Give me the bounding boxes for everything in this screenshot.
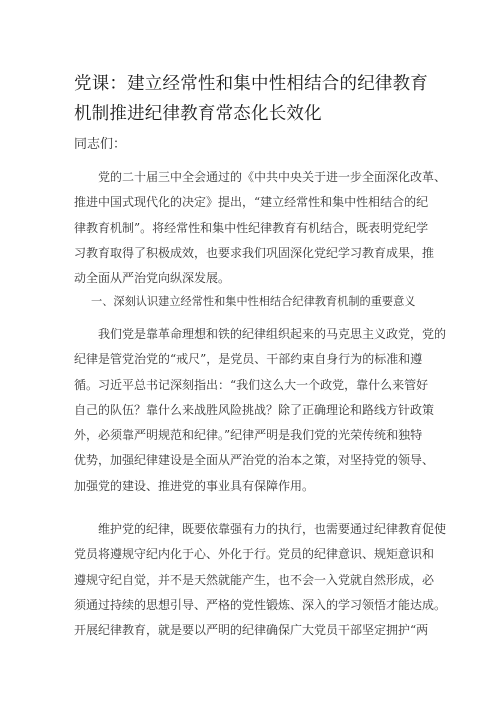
paragraph-line: 外，必须靠严明规范和纪律。”纪律严明是我们党的光荣传统和独特 <box>74 428 423 443</box>
title-line: 机制推进纪律教育常态化长效化 <box>74 104 322 124</box>
document-title <box>74 69 444 129</box>
paragraph-line: 党的二十届三中全会通过的《中共中央关于进一步全面深化改革、 <box>98 170 447 184</box>
paragraph-discipline <box>74 322 447 499</box>
paragraph-intro <box>74 165 447 291</box>
paragraph-line: 优势，加强纪律建设是全面从严治党的治本之策，对坚持党的领导、 <box>74 453 435 468</box>
paragraph-line: 动全面从严治党向纵深发展。 <box>74 271 231 286</box>
salutation: 同志们： <box>74 137 127 152</box>
paragraph-line: 党员将遵规守纪内化于心、外化于行。党员的纪律意识、规矩意识和 <box>74 547 435 562</box>
paragraph-line: 推进中国式现代化的决定》提出，“建立经常性和集中性相结合的纪 <box>74 195 429 210</box>
paragraph-line: 加强党的建设、推进党的事业具有保障作用。 <box>74 478 315 493</box>
paragraph-line: 纪律是管党治党的“戒尺”，是党员、干部约束自身行为的标准和遵 <box>74 352 423 367</box>
section-heading: 一、深刻认识建立经常性和集中性相结合纪律教育机制的重要意义 <box>91 295 416 308</box>
paragraph-line: 维护党的纪律，既要依靠强有力的执行，也需要通过纪律教育促使 <box>98 522 447 536</box>
paragraph-line: 开展纪律教育，就是要以严明的纪律确保广大党员干部坚定拥护“两 <box>74 623 429 638</box>
paragraph-line: 我们党是靠革命理想和铁的纪律组织起来的马克思主义政党，党的 <box>98 327 447 341</box>
title-line: 党课：建立经常性和集中性相结合的纪律教育 <box>74 74 428 94</box>
paragraph-line: 自己的队伍？靠什么来战胜风险挑战？除了正确理论和路线方针政策 <box>74 402 435 417</box>
paragraph-line: 须通过持续的思想引导、严格的党性锻炼、深入的学习领悟才能达成。 <box>74 597 447 612</box>
paragraph-line: 律教育机制”。将经常性和集中性纪律教育有机结合，既表明党纪学 <box>74 220 429 235</box>
paragraph-line: 循。习近平总书记深刻指出：“我们这么大一个政党，靠什么来管好 <box>74 377 429 392</box>
paragraph-line: 遵规守纪自觉，并不是天然就能产生，也不会一入党就自然形成，必 <box>74 572 435 587</box>
paragraph-education <box>74 517 447 643</box>
paragraph-line: 习教育取得了积极成效，也要求我们巩固深化党纪学习教育成果，推 <box>74 245 435 260</box>
